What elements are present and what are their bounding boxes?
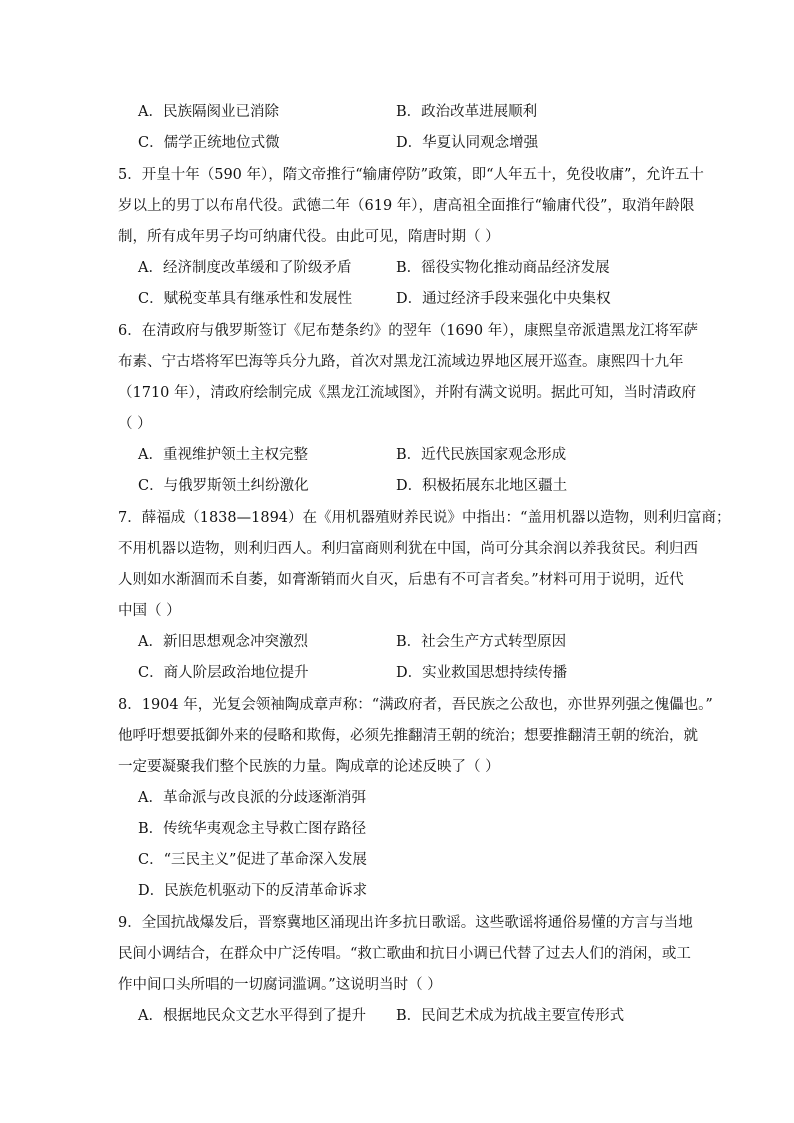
q8-option-a: A．革命派与改良派的分歧逐渐消弭 [138, 790, 366, 806]
q7-stem-line-2: 不用机器以造物，则利归西人。利归富商则利犹在中国，尚可分其余润以养我贫民。利归西 [118, 541, 698, 557]
q5-stem-line-1: 5．开皇十年（590 年），隋文帝推行“输庸停防”政策，即“人年五十，免役收庸”，允许五十 [118, 167, 704, 183]
q8-option-c: C．“三民主义”促进了革命深入发展 [138, 852, 367, 868]
q8-option-d: D．民族危机驱动下的反清革命诉求 [138, 883, 368, 899]
q9-option-b: B．民间艺术成为抗战主要宣传形式 [396, 1008, 625, 1024]
q5-option-c: C．赋税变革具有继承性和发展性 [138, 291, 353, 307]
q6-stem-line-4: （ ） [118, 416, 152, 432]
q9-stem-line-1: 9．全国抗战爆发后，晋察冀地区涌现出许多抗日歌谣。这些歌谣将通俗易懂的方言与当地 [118, 915, 693, 931]
q4-option-b: B．政治改革进展顺利 [396, 104, 538, 120]
q5-option-b: B．徭役实物化推动商品经济发展 [396, 260, 610, 276]
q8-option-b: B．传统华夷观念主导救亡图存路径 [138, 821, 367, 837]
q7-stem-line-1: 7．薛福成（1838—1894）在《用机器殖财养民说》中指出：“盖用机器以造物，则利归富商； [118, 510, 731, 526]
q6-option-b: B．近代民族国家观念形成 [396, 447, 567, 463]
q5-option-a: A．经济制度改革缓和了阶级矛盾 [138, 260, 352, 276]
q4-option-c: C．儒学正统地位式微 [138, 135, 280, 151]
q8-stem-line-3: 一定要凝聚我们整个民族的力量。陶成章的论述反映了（ ） [118, 759, 500, 775]
q7-option-d: D．实业救国思想持续传播 [396, 665, 568, 681]
q9-stem-line-3: 作中间口头所唱的一切腐词滥调。”这说明当时（ ） [118, 977, 442, 993]
q6-stem-line-2: 布素、宁古塔将军巴海等兵分九路，首次对黑龙江流域边界地区展开巡查。康熙四十九年 [118, 354, 684, 370]
q7-option-b: B．社会生产方式转型原因 [396, 634, 567, 650]
q7-stem-line-3: 人则如水渐涸而禾自萎，如膏渐销而火自灭，后患有不可言者矣。”材料可用于说明，近代 [118, 572, 684, 588]
q7-stem-line-4: 中国（ ） [118, 603, 181, 619]
q6-option-a: A．重视维护领土主权完整 [138, 447, 308, 463]
q9-stem-line-2: 民间小调结合，在群众中广泛传唱。“救亡歌曲和抗日小调已代替了过去人们的消闲，或工 [118, 946, 691, 962]
q6-stem-line-3: （1710 年），清政府绘制完成《黑龙江流域图》，并附有满文说明。据此可知，当时清政府 [118, 385, 697, 401]
q9-option-a: A．根据地民众文艺水平得到了提升 [138, 1008, 366, 1024]
q5-stem-line-2: 岁以上的男丁以布帛代役。武德二年（619 年），唐高祖全面推行“输庸代役”，取消年龄限 [118, 198, 695, 214]
q6-stem-line-1: 6．在清政府与俄罗斯签订《尼布楚条约》的翌年（1690 年），康熙皇帝派遣黑龙江将军萨 [118, 323, 698, 339]
q8-stem-line-2: 他呼吁想要抵御外来的侵略和欺侮，必须先推翻清王朝的统治；想要推翻清王朝的统治，就 [118, 728, 698, 744]
q7-option-c: C．商人阶层政治地位提升 [138, 665, 309, 681]
q5-stem-line-3: 制，所有成年男子均可纳庸代役。由此可见，隋唐时期（ ） [118, 229, 500, 245]
q6-option-d: D．积极拓展东北地区疆土 [396, 478, 568, 494]
q8-stem-line-1: 8．1904 年，光复会领袖陶成章声称：“满政府者，吾民族之公敌也，亦世界列强之傀儡也。” [118, 697, 713, 713]
q7-option-a: A．新旧思想观念冲突激烈 [138, 634, 308, 650]
q4-option-a: A．民族隔阂业已消除 [138, 104, 279, 120]
q6-option-c: C．与俄罗斯领土纠纷激化 [138, 478, 309, 494]
q4-option-d: D．华夏认同观念增强 [396, 135, 539, 151]
q5-option-d: D．通过经济手段来强化中央集权 [396, 291, 611, 307]
